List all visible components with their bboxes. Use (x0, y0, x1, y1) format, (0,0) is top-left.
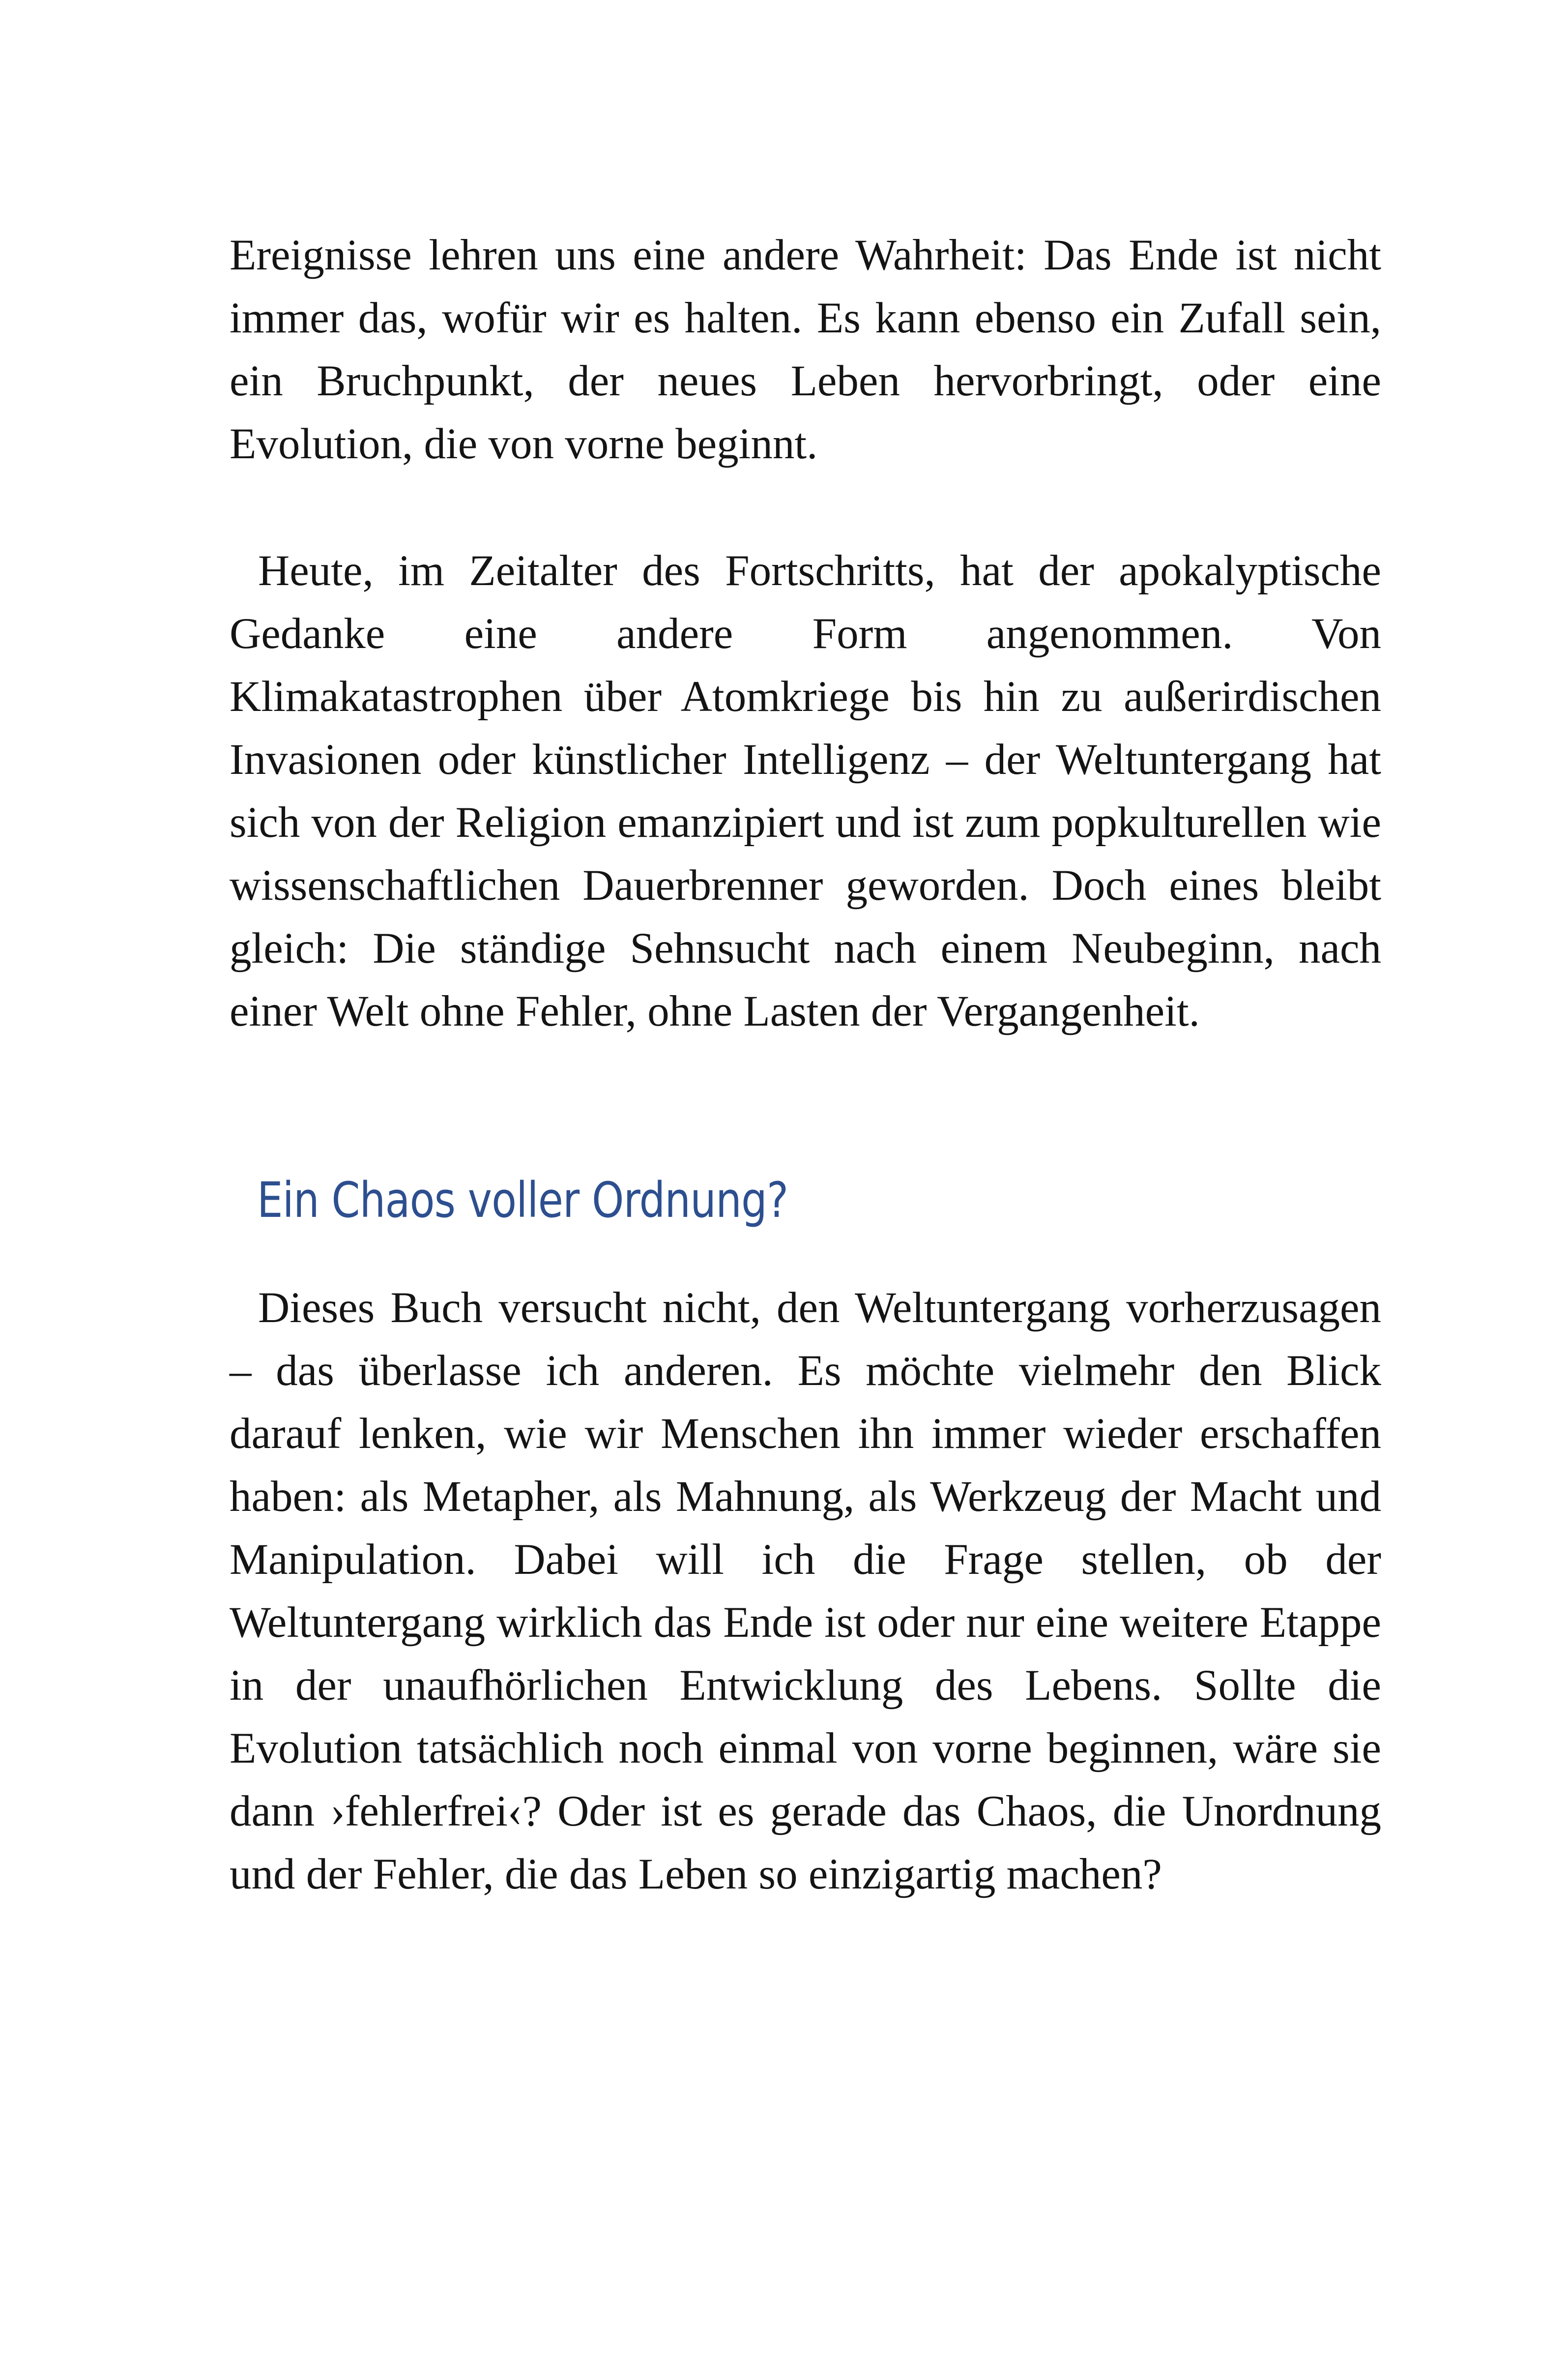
paragraph-book-purpose: Dieses Buch versucht nicht, den Weltuntergang vorherzusagen – das überlasse ich anderen. Es möchte vielmehr den Blick darauf lenken, wie wir Menschen ihn immer wieder erschaffen haben: als Metapher, als Mahnung, als Werkzeug der Macht und Manipulation. Dabei will ich die Frage stellen, ob der Weltuntergang wirklich das Ende ist oder nur eine weitere Etappe in der unaufhörlichen Entwicklung des Lebens. Sollte die Evolution tatsächlich noch einmal von vorne beginnen, wäre sie dann ›fehlerfrei‹? Oder ist es gerade das Chaos, die Unordnung und der Fehler, die das Leben so einzigartig machen? (230, 1284, 1381, 1898)
paragraph-modern-apocalypse: Heute, im Zeitalter des Fortschritts, hat der apokalyptische Gedanke eine andere Form angenommen. Von Klimakatastrophen über Atomkriege bis hin zu außerirdischen Invasionen oder künstlicher Intelligenz – der Weltuntergang hat sich von der Religion emanzipiert und ist zum popkulturellen wie wissenschaftlichen Dauerbrenner geworden. Doch eines bleibt gleich: Die ständige Sehnsucht nach einem Neubeginn, nach einer Welt ohne Fehler, ohne Lasten der Vergangenheit. (230, 547, 1381, 1035)
paragraph-intro: Ereignisse lehren uns eine andere Wahrheit: Das Ende ist nicht immer das, wofür wir es halten. Es kann ebenso ein Zufall sein, ein Bruchpunkt, der neues Leben hervorbringt, oder eine Evolution, die von vorne beginnt. (230, 231, 1381, 468)
section-heading: Ein Chaos voller Ordnung? (257, 1172, 788, 1229)
